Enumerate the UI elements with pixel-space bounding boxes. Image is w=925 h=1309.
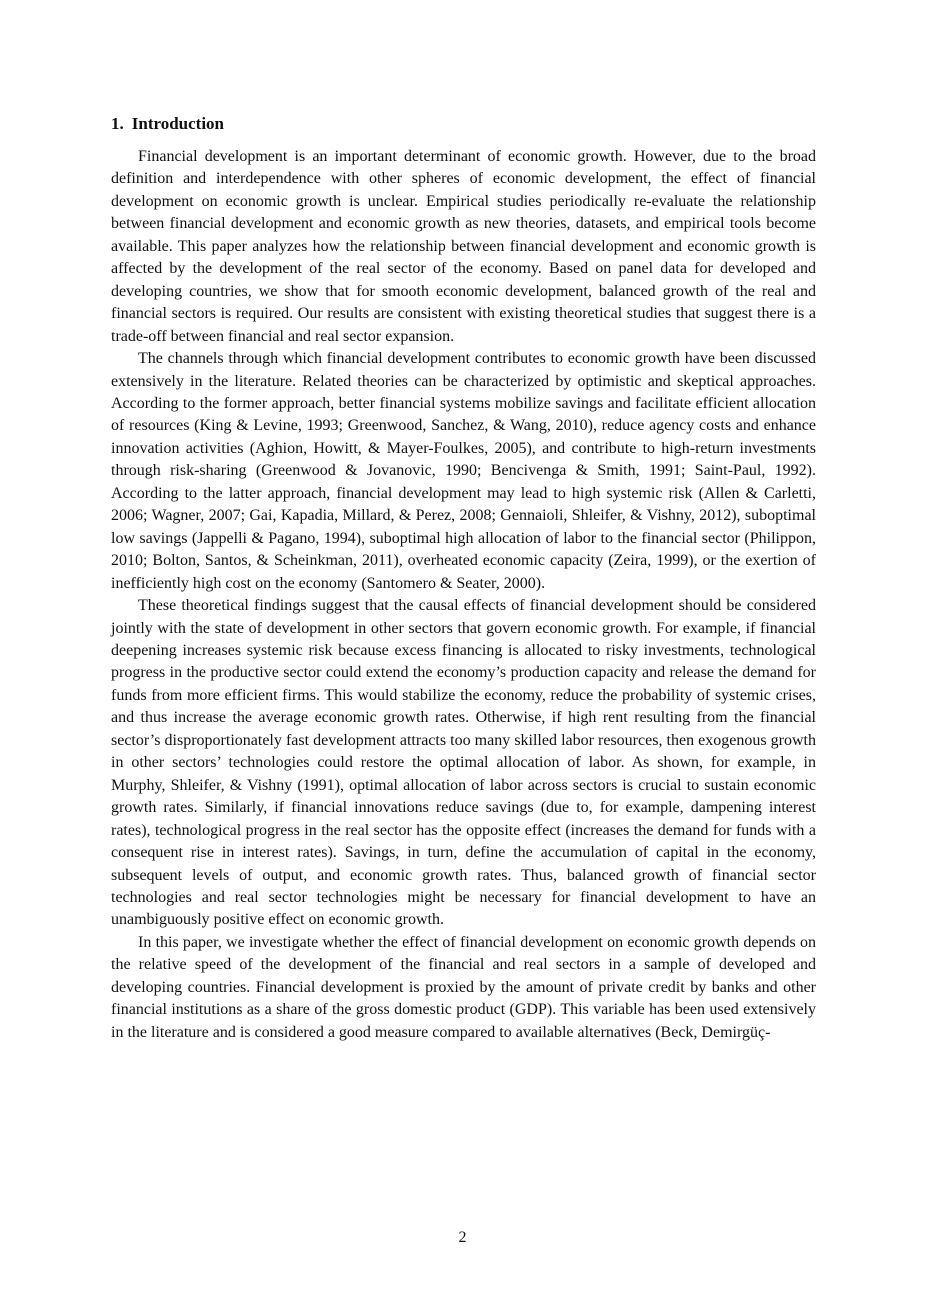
section-number: 1.: [111, 114, 124, 133]
paragraph-4: In this paper, we investigate whether the effect of financial development on economic growth depends on the relative speed of the development of the financial and real sectors in a sample of developed and developing countries. Financial development is proxied by the amount of private credit by banks and other financial institutions as a share of the gross domestic product (GDP). This variable has been used extensively in the literature and is considered a good measure compared to available alternatives (Beck, Demirgüç-: [111, 933, 816, 1041]
paragraph-2: The channels through which financial development contributes to economic growth have been discussed extensively in the literature. Related theories can be characterized by optimistic and skeptical approaches. According to the former approach, better financial systems mobilize savings and facilitate efficient allocation of resources (King & Levine, 1993; Greenwood, Sanchez, & Wang, 2010), reduce agency costs and enhance innovation activities (Aghion, Howitt, & Mayer-Foulkes, 2005), and contribute to high-return investments through risk-sharing (Greenwood & Jovanovic, 1990; Bencivenga & Smith, 1991; Saint-Paul, 1992). According to the latter approach, financial development may lead to high systemic risk (Allen & Carletti, 2006; Wagner, 2007; Gai, Kapadia, Millard, & Perez, 2008; Gennaioli, Shleifer, & Vishny, 2012), suboptimal low savings (Jappelli & Pagano, 1994), suboptimal high allocation of labor to the financial sector (Philippon, 2010; Bolton, Santos, & Scheinkman, 2011), overheated economic capacity (Zeira, 1999), or the exertion of inefficiently high cost on the economy (Santomero & Seater, 2000).: [111, 350, 816, 592]
paragraph-3: These theoretical findings suggest that the causal effects of financial development should be considered jointly with the state of development in other sectors that govern economic growth. For example, if financial deepening increases systemic risk because excess financing is allocated to risky investments, technological progress in the productive sector could extend the economy’s production capacity and release the demand for funds from more efficient firms. This would stabilize the economy, reduce the probability of systemic crises, and thus increase the average economic growth rates. Otherwise, if high rent resulting from the financial sector’s disproportionately fast development attracts too many skilled labor resources, then exogenous growth in other sectors’ technologies could restore the optimal allocation of labor. As shown, for example, in Murphy, Shleifer, & Vishny (1991), optimal allocation of labor across sectors is crucial to sustain economic growth rates. Similarly, if financial innovations reduce savings (due to, for example, dampening interest rates), technological progress in the real sector has the opposite effect (increases the demand for funds with a consequent rise in interest rates). Savings, in turn, define the accumulation of capital in the economy, subsequent levels of output, and economic growth rates. Thus, balanced growth of financial sector technologies and real sector technologies might be necessary for financial development to have an unambiguously positive effect on economic growth.: [111, 597, 816, 929]
page-number: 2: [458, 1229, 467, 1246]
paragraph-1: Financial development is an important determinant of economic growth. However, due to the broad definition and interdependence with other spheres of economic development, the effect of financial development on economic growth is unclear. Empirical studies periodically re-evaluate the relationship between financial development and economic growth as new theories, datasets, and empirical tools become available. This paper analyzes how the relationship between financial development and economic growth is affected by the development of the real sector of the economy. Based on panel data for developed and developing countries, we show that for smooth economic development, balanced growth of the real and financial sectors is required. Our results are consistent with existing theoretical studies that suggest there is a trade-off between financial and real sector expansion.: [111, 148, 816, 345]
section-heading: [111, 112, 816, 136]
section-title: Introduction: [131, 114, 225, 133]
page-body: [111, 112, 816, 1044]
